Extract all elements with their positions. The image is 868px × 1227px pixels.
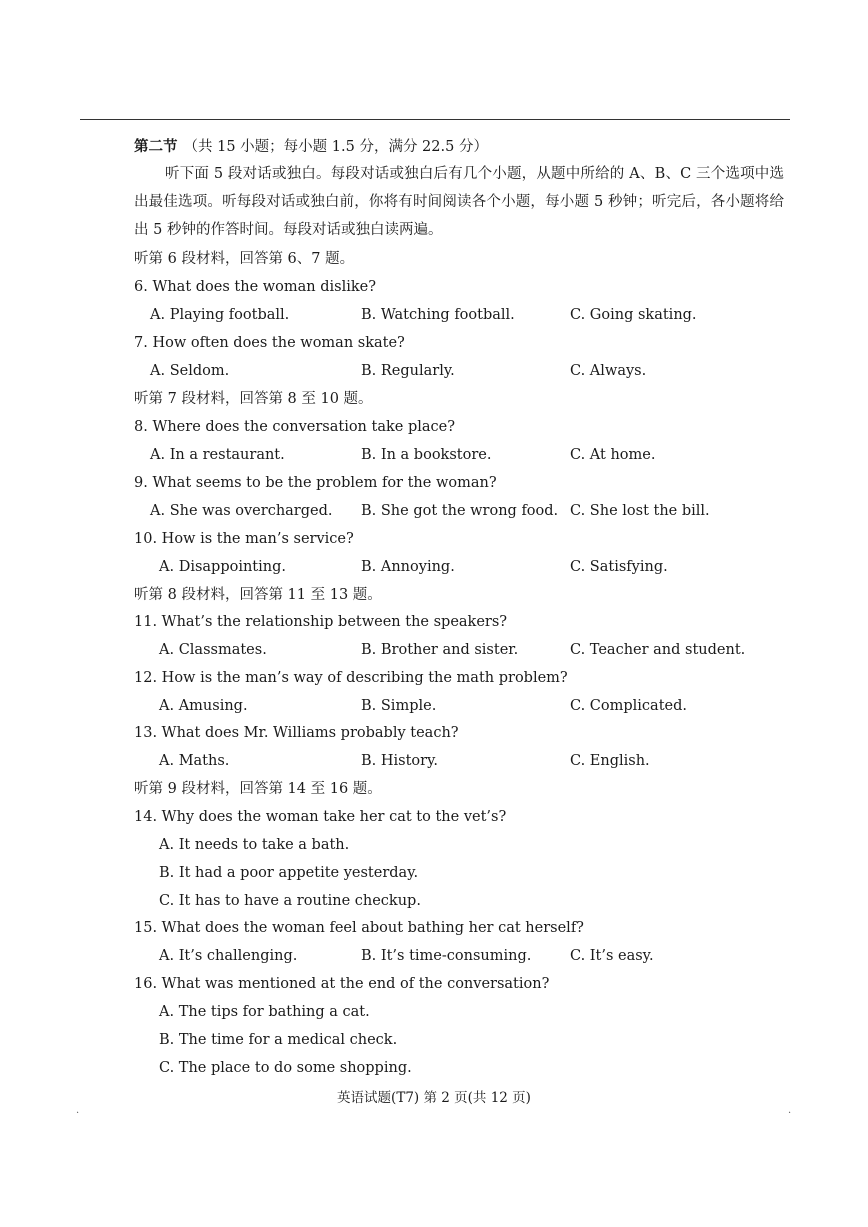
question-8: 8. Where does the conversation take place? bbox=[134, 419, 455, 435]
q7-option-c: C. Always. bbox=[570, 363, 647, 379]
q12-option-a: A. Amusing. bbox=[159, 698, 248, 714]
q16-option-b: B. The time for a medical check. bbox=[159, 1032, 398, 1048]
q11-option-a: A. Classmates. bbox=[159, 642, 267, 658]
question-6: 6. What does the woman dislike? bbox=[134, 279, 377, 295]
q16-option-a: A. The tips for bathing a cat. bbox=[159, 1004, 370, 1020]
q7-option-b: B. Regularly. bbox=[361, 363, 455, 379]
section-note: （共 15 小题；每小题 1.5 分，满分 22.5 分） bbox=[183, 139, 488, 155]
q13-option-c: C. English. bbox=[570, 753, 650, 769]
q13-option-a: A. Maths. bbox=[159, 753, 230, 769]
question-12: 12. How is the man’s way of describing the math problem? bbox=[134, 670, 568, 686]
q6-option-a: A. Playing football. bbox=[150, 307, 290, 323]
group-heading-7: 听第 7 段材料，回答第 8 至 10 题。 bbox=[134, 391, 373, 407]
q11-option-c: C. Teacher and student. bbox=[570, 642, 746, 658]
q7-option-a: A. Seldom. bbox=[150, 363, 230, 379]
question-14: 14. Why does the woman take her cat to the vet’s? bbox=[134, 809, 507, 825]
q14-option-c: C. It has to have a routine checkup. bbox=[159, 893, 421, 909]
header-rule bbox=[80, 119, 790, 120]
group-heading-6: 听第 6 段材料，回答第 6、7 题。 bbox=[134, 251, 355, 267]
q9-option-a: A. She was overcharged. bbox=[150, 503, 333, 519]
question-16: 16. What was mentioned at the end of the conversation? bbox=[134, 976, 550, 992]
q10-option-c: C. Satisfying. bbox=[570, 559, 668, 575]
q6-option-c: C. Going skating. bbox=[570, 307, 697, 323]
q8-option-a: A. In a restaurant. bbox=[150, 447, 285, 463]
q14-option-b: B. It had a poor appetite yesterday. bbox=[159, 865, 419, 881]
question-15: 15. What does the woman feel about bathing her cat herself? bbox=[134, 920, 584, 936]
q9-option-b: B. She got the wrong food. bbox=[361, 503, 559, 519]
q6-option-b: B. Watching football. bbox=[361, 307, 515, 323]
section-heading bbox=[134, 137, 488, 157]
q12-option-c: C. Complicated. bbox=[570, 698, 687, 714]
q11-option-b: B. Brother and sister. bbox=[361, 642, 519, 658]
scan-mark-left: · bbox=[76, 1108, 80, 1119]
q15-option-c: C. It’s easy. bbox=[570, 948, 654, 964]
q8-option-c: C. At home. bbox=[570, 447, 656, 463]
group-heading-8: 听第 8 段材料，回答第 11 至 13 题。 bbox=[134, 587, 382, 603]
question-9: 9. What seems to be the problem for the woman? bbox=[134, 475, 497, 491]
q15-option-b: B. It’s time-consuming. bbox=[361, 948, 532, 964]
scan-mark-right: · bbox=[788, 1108, 792, 1119]
instructions: 听下面 5 段对话或独白。每段对话或独白后有几个小题，从题中所给的 A、B、C 三个选项中选出最佳选项。听每段对话或独白前，你将有时间阅读各个小题，每小题 5 秒钟；听完后，各小题将给出 5 秒钟的作答时间。每段对话或独白读两遍。 bbox=[134, 166, 784, 238]
question-10: 10. How is the man’s service? bbox=[134, 531, 354, 547]
q14-option-a: A. It needs to take a bath. bbox=[159, 837, 350, 853]
section-title: 第二节 bbox=[134, 138, 178, 155]
q9-option-c: C. She lost the bill. bbox=[570, 503, 710, 519]
q13-option-b: B. History. bbox=[361, 753, 438, 769]
page-footer: 英语试题(T7) 第 2 页(共 12 页) bbox=[337, 1090, 531, 1106]
question-11: 11. What’s the relationship between the speakers? bbox=[134, 614, 508, 630]
question-13: 13. What does Mr. Williams probably teach? bbox=[134, 725, 459, 741]
question-7: 7. How often does the woman skate? bbox=[134, 335, 405, 351]
q10-option-a: A. Disappointing. bbox=[159, 559, 287, 575]
q16-option-c: C. The place to do some shopping. bbox=[159, 1060, 412, 1076]
group-heading-9: 听第 9 段材料，回答第 14 至 16 题。 bbox=[134, 781, 382, 797]
q8-option-b: B. In a bookstore. bbox=[361, 447, 492, 463]
q15-option-a: A. It’s challenging. bbox=[159, 948, 298, 964]
q12-option-b: B. Simple. bbox=[361, 698, 437, 714]
q10-option-b: B. Annoying. bbox=[361, 559, 455, 575]
